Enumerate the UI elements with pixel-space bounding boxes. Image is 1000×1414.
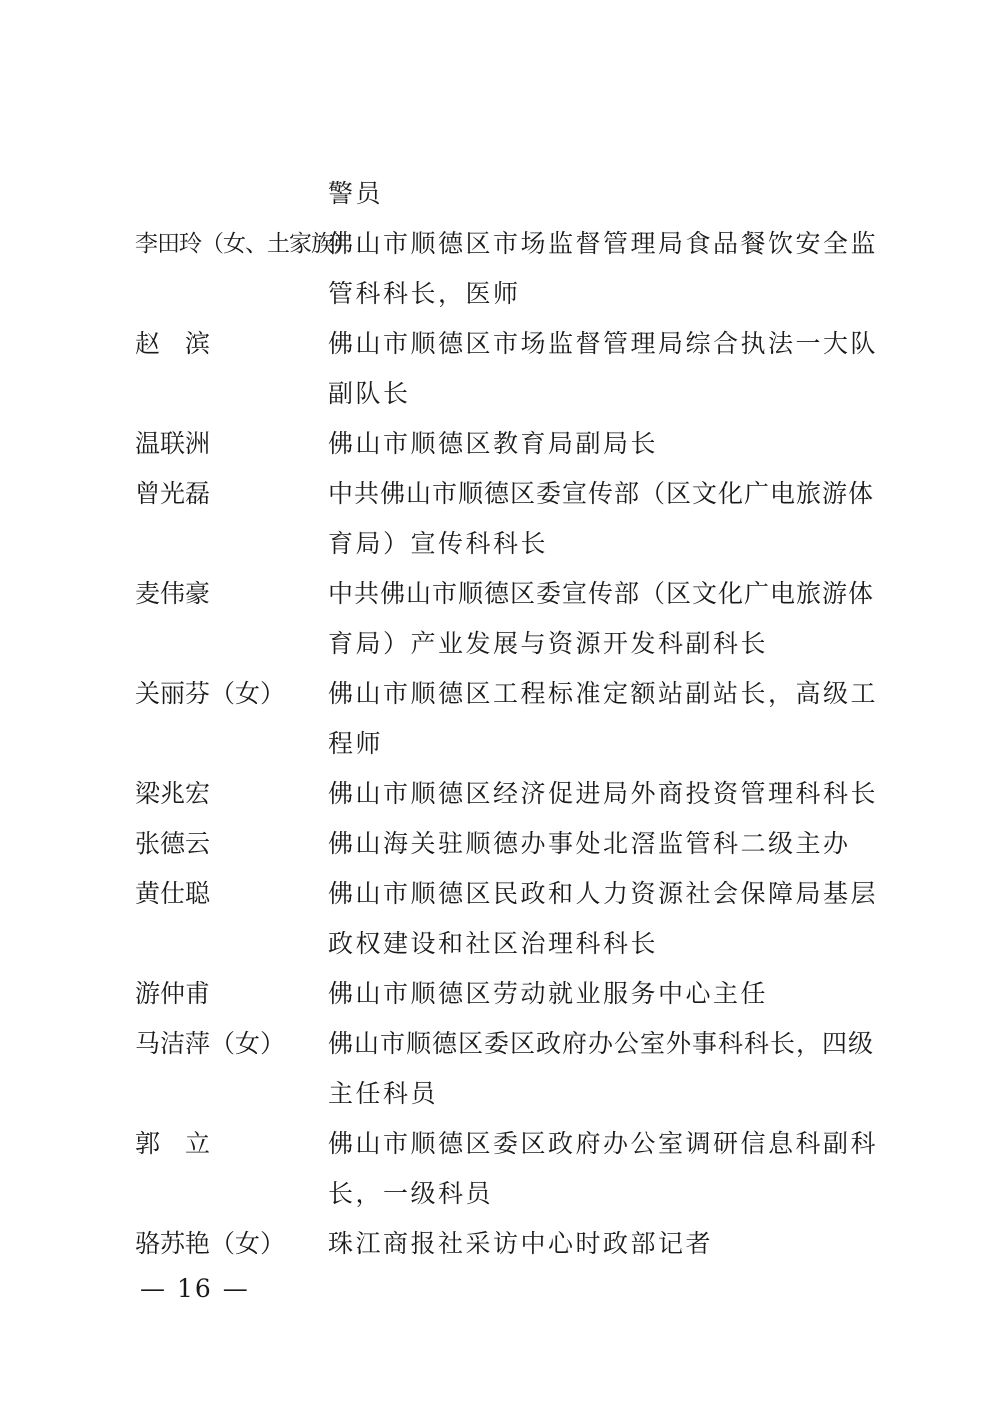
entry-title-line: 佛山市顺德区民政和人力资源社会保障局基层 [328, 879, 879, 908]
entry-name: 赵 滨 [135, 329, 211, 358]
entry-title-line: 长，一级科员 [328, 1179, 494, 1208]
entry-name: 游仲甫 [135, 979, 211, 1008]
entry-title-line: 佛山市顺德区劳动就业服务中心主任 [328, 979, 769, 1008]
entry-title-line: 珠江商报社采访中心时政部记者 [328, 1229, 714, 1258]
entry-name: 黄仕聪 [135, 879, 211, 908]
entry-title-line: 管科科长，医师 [328, 279, 521, 308]
entry-name: 梁兆宏 [135, 779, 211, 808]
entry-title-line: 政权建设和社区治理科科长 [328, 929, 659, 958]
entry-title-line: 主任科员 [328, 1079, 439, 1108]
entry-name: 曾光磊 [135, 479, 211, 508]
entry-title-line: 副队长 [328, 379, 411, 408]
entry-title-line: 佛山海关驻顺德办事处北滘监管科二级主办 [328, 829, 851, 858]
entry-name: 张德云 [135, 829, 211, 858]
entry-name: 李田玲（女、土家族） [135, 231, 355, 257]
entry-title-line: 佛山市顺德区市场监督管理局综合执法一大队 [328, 329, 879, 358]
entry-title-line: 佛山市顺德区经济促进局外商投资管理科科长 [328, 779, 879, 808]
entry-title-line: 育局）产业发展与资源开发科副科长 [328, 629, 769, 658]
entry-name: 麦伟豪 [135, 579, 211, 608]
entry-name: 关丽芬（女） [135, 679, 286, 708]
entry-title-line: 程师 [328, 729, 384, 758]
page-number: — 16 — [140, 1274, 250, 1303]
entry-title-line: 育局）宣传科科长 [328, 529, 549, 558]
entry-title-line: 佛山市顺德区工程标准定额站副站长，高级工 [328, 679, 879, 708]
entry-title-line: 佛山市顺德区委区政府办公室调研信息科副科 [328, 1129, 879, 1158]
entry-title-line: 佛山市顺德区教育局副局长 [328, 429, 659, 458]
entry-title-line: 佛山市顺德区委区政府办公室外事科科长，四级 [328, 1029, 875, 1058]
entry-name: 郭 立 [135, 1129, 211, 1158]
continuation-text: 警员 [328, 179, 384, 208]
entry-name: 马洁萍（女） [135, 1029, 286, 1058]
entry-title-line: 佛山市顺德区市场监督管理局食品餐饮安全监 [328, 229, 879, 258]
entry-title-line: 中共佛山市顺德区委宣传部（区文化广电旅游体 [328, 579, 875, 608]
entry-title-line: 中共佛山市顺德区委宣传部（区文化广电旅游体 [328, 479, 875, 508]
entry-name: 温联洲 [135, 429, 211, 458]
entry-name: 骆苏艳（女） [135, 1229, 286, 1258]
